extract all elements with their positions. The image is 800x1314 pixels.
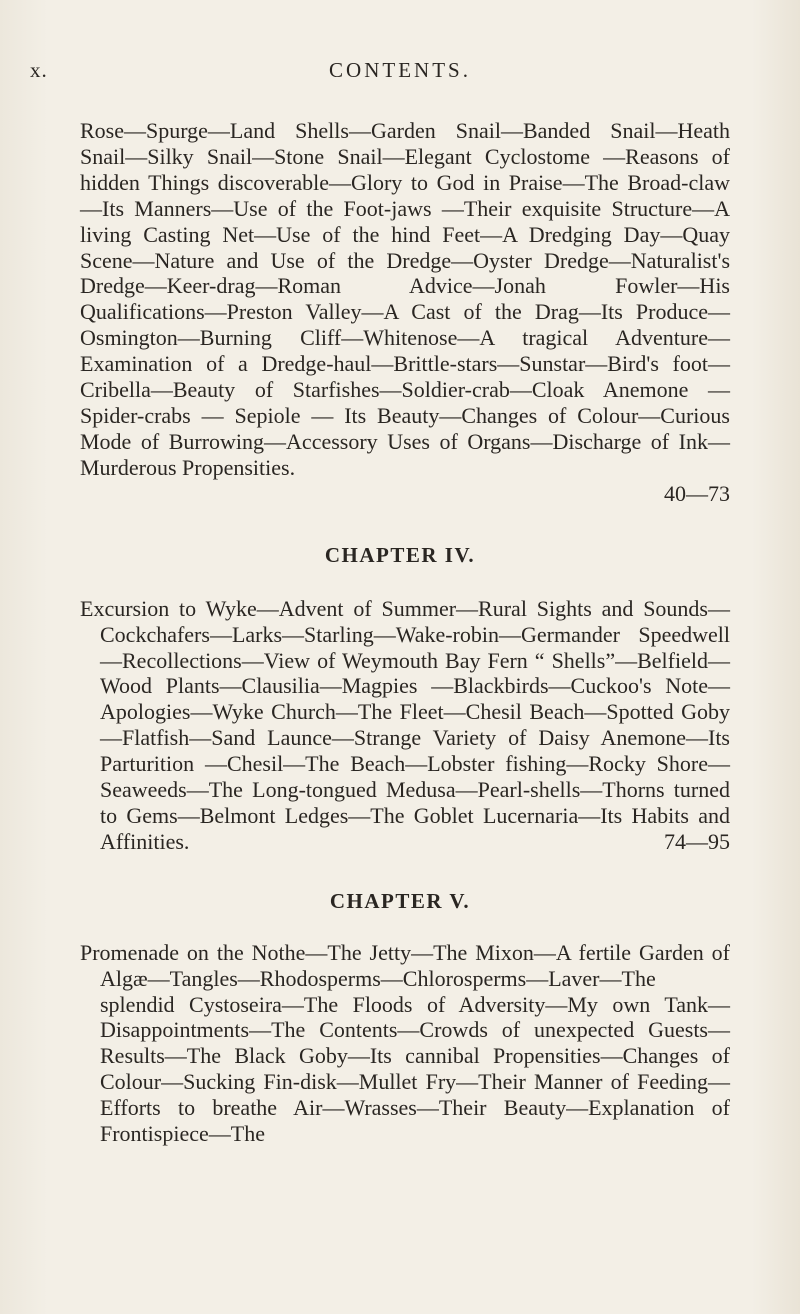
running-head xyxy=(0,58,800,88)
continued-summary-text: Rose—Spurge—Land Shells—Garden Snail—Banded Snail—Heath Snail—Silky Snail—Stone Snail—Elegant Cyclostome —Reasons of hidden Things discoverable—Glory to God in Praise—The Broad-claw—Its Manners—Use of the Foot-jaws —Their exquisite Structure—A living Casting Net—Use of the hind Feet—A Dredging Day—Quay Scene—Nature and Use of the Dredge—Oyster Dredge—Naturalist's Dredge—Keer-drag—Roman Advice—Jonah Fowler—His Qualifications—Preston Valley—A Cast of the Drag—Its Produce—Osmington—Burning Cliff—Whitenose—A tragical Adventure—Examination of a Dredge-haul—Brittle-stars—Sunstar—Bird's foot—Cribella—Beauty of Starfishes—Soldier-crab—Cloak Anemone — Spider-crabs — Sepiole — Its Beauty—Changes of Colour—Curious Mode of Burrowing—Accessory Uses of Organs—Discharge of Ink—Murderous Propensities. xyxy=(80,118,730,480)
page-number: x. xyxy=(30,58,48,82)
continued-chapter-summary xyxy=(80,118,730,481)
running-title: CONTENTS. xyxy=(329,58,471,82)
continued-page-range: 40—73 xyxy=(664,480,730,506)
chapter-4-heading: CHAPTER IV. xyxy=(324,542,476,567)
chapter-5-summary xyxy=(80,940,730,1147)
chapter-5-heading: CHAPTER V. xyxy=(329,888,471,913)
chapter-5-summary-text: Promenade on the Nothe—The Jetty—The Mixon—A fertile Garden of Algæ—Tangles—Rhodosperms—Chlorosperms—Laver—The splendid Cystoseira—The Floods of Adversity—My own Tank—Disappointments—The Contents—Crowds of unexpected Guests—Results—The Black Goby—Its cannibal Propensities—Changes of Colour—Sucking Fin-disk—Mullet Fry—Their Manner of Feeding—Efforts to breathe Air—Wrasses—Their Beauty—Explanation of Frontispiece—The xyxy=(80,939,730,1147)
chapter-4-summary xyxy=(80,596,730,855)
contents-body xyxy=(0,118,800,1147)
chapter-4-page-range: 74—95 xyxy=(664,828,730,854)
chapter-4-summary-text: Excursion to Wyke—Advent of Summer—Rural Sights and Sounds—Cockchafers—Larks—Starling—Wake-robin—Germander Speedwell—Recollections—View of Weymouth Bay Fern “ Shells”—Belfield—Wood Plants—Clausilia—Magpies —Blackbirds—Cuckoo's Note—Apologies—Wyke Church—The Fleet—Chesil Beach—Spotted Goby—Flatfish—Sand Launce—Strange Variety of Daisy Anemone—Its Parturition —Chesil—The Beach—Lobster fishing—Rocky Shore—Seaweeds—The Long-tongued Medusa—Pearl-shells—Thorns turned to Gems—Belmont Ledges—The Goblet Lucernaria—Its Habits and Affinities. xyxy=(80,595,730,854)
